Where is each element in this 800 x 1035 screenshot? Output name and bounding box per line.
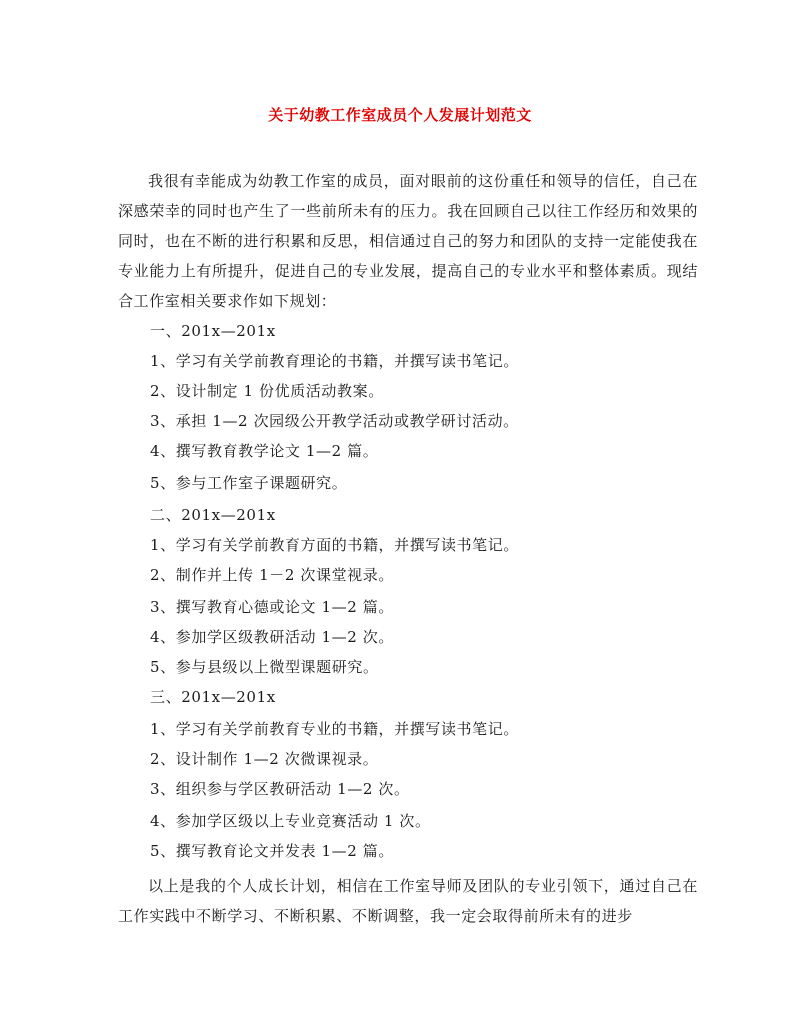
section-heading: 二、201x—201x xyxy=(150,506,276,524)
list-item: 2、设计制作 1—2 次微课视录。 xyxy=(150,750,379,768)
list-item: 4、参加学区级以上专业竞赛活动 1 次。 xyxy=(150,812,431,830)
list-item: 5、参与工作室子课题研究。 xyxy=(150,474,348,492)
section-heading: 三、201x—201x xyxy=(150,688,276,706)
list-item: 5、参与县级以上微型课题研究。 xyxy=(150,658,379,676)
closing-paragraph: 以上是我的个人成长计划，相信在工作室导师及团队的专业引领下，通过自己在工作实践中不断学习、不断积累、不断调整，我一定会取得前所未有的进步 xyxy=(118,877,698,925)
intro-paragraph: 我很有幸能成为幼教工作室的成员，面对眼前的这份重任和领导的信任，自己在深感荣幸的同时也产生了一些前所未有的压力。我在回顾自己以往工作经历和效果的同时，也在不断的进行积累和反思，相信通过自己的努力和团队的支持一定能使我在专业能力上有所提升，促进自己的专业发展，提高自己的专业水平和整体素质。现结合工作室相关要求作如下规划： xyxy=(118,172,698,310)
list-item: 1、学习有关学前教育理论的书籍，并撰写读书笔记。 xyxy=(150,352,519,370)
list-item: 1、学习有关学前教育专业的书籍，并撰写读书笔记。 xyxy=(150,720,519,738)
list-item: 4、参加学区级教研活动 1—2 次。 xyxy=(150,628,394,646)
list-item: 4、撰写教育教学论文 1—2 篇。 xyxy=(150,442,379,460)
list-item: 1、学习有关学前教育方面的书籍，并撰写读书笔记。 xyxy=(150,536,519,554)
list-item: 2、设计制定 1 份优质活动教案。 xyxy=(150,382,384,400)
list-item: 3、组织参与学区教研活动 1—2 次。 xyxy=(150,780,410,798)
list-item: 5、撰写教育论文并发表 1—2 篇。 xyxy=(150,842,394,860)
list-item: 2、制作并上传 1－2 次课堂视录。 xyxy=(150,566,394,584)
list-item: 3、承担 1—2 次园级公开教学活动或教学研讨活动。 xyxy=(150,412,519,430)
list-item: 3、撰写教育心德或论文 1—2 篇。 xyxy=(150,598,394,616)
section-heading: 一、201x—201x xyxy=(150,322,276,340)
document-title: 关于幼教工作室成员个人发展计划范文 xyxy=(268,106,532,124)
